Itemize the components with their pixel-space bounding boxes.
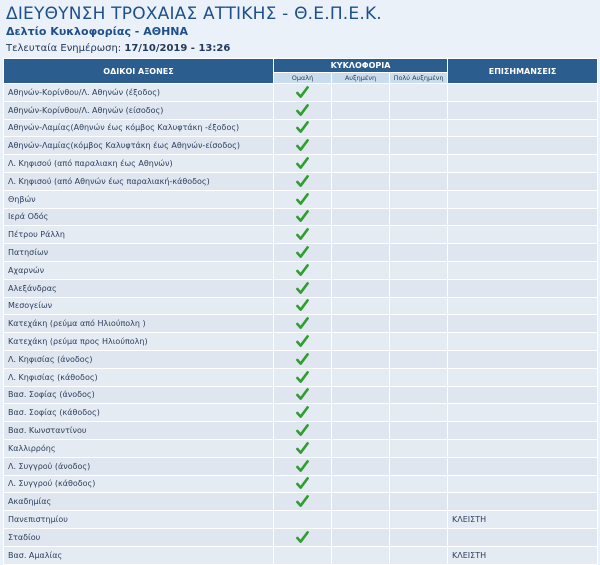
check-icon xyxy=(296,121,309,134)
table-row xyxy=(4,350,598,368)
status-normal-cell xyxy=(274,333,332,351)
status-very-increased-cell xyxy=(390,511,448,529)
status-increased-cell xyxy=(332,475,390,493)
note-cell xyxy=(448,368,598,386)
status-normal-cell xyxy=(274,172,332,190)
status-normal-cell xyxy=(274,422,332,440)
note-cell xyxy=(448,457,598,475)
status-increased-cell xyxy=(332,137,390,155)
status-very-increased-cell xyxy=(390,137,448,155)
check-icon xyxy=(296,246,309,259)
status-normal-cell xyxy=(274,493,332,511)
road-name: Κατεχάκη (ρεύμα προς Ηλιούπολη) xyxy=(4,333,274,351)
road-name: Αχαρνών xyxy=(4,261,274,279)
page-subtitle: Δελτίο Κυκλοφορίας - ΑΘΗΝΑ xyxy=(6,25,188,38)
note-cell xyxy=(448,208,598,226)
check-icon xyxy=(296,157,309,170)
status-increased-cell xyxy=(332,119,390,137)
status-very-increased-cell xyxy=(390,279,448,297)
status-increased-cell xyxy=(332,493,390,511)
traffic-table xyxy=(3,58,598,565)
status-very-increased-cell xyxy=(390,315,448,333)
check-icon xyxy=(296,353,309,366)
status-very-increased-cell xyxy=(390,297,448,315)
check-icon xyxy=(296,210,309,223)
header-roads: ΟΔΙΚΟΙ ΑΞΟΝΕΣ xyxy=(4,59,274,84)
table-row xyxy=(4,101,598,119)
status-increased-cell xyxy=(332,404,390,422)
table-row xyxy=(4,137,598,155)
status-increased-cell xyxy=(332,101,390,119)
check-icon xyxy=(296,477,309,490)
road-name: Ιερά Οδός xyxy=(4,208,274,226)
table-row xyxy=(4,475,598,493)
status-normal-cell xyxy=(274,190,332,208)
status-increased-cell xyxy=(332,279,390,297)
check-icon xyxy=(296,228,309,241)
status-very-increased-cell xyxy=(390,475,448,493)
status-very-increased-cell xyxy=(390,457,448,475)
status-very-increased-cell xyxy=(390,350,448,368)
check-icon xyxy=(296,371,309,384)
status-normal-cell xyxy=(274,137,332,155)
status-normal-cell xyxy=(274,511,332,529)
road-name: Αθηνών-Κορίνθου/Λ. Αθηνών (είσοδος) xyxy=(4,101,274,119)
status-very-increased-cell xyxy=(390,333,448,351)
last-updated-label: Τελευταία Ενημέρωση: xyxy=(6,43,122,54)
status-normal-cell xyxy=(274,457,332,475)
status-very-increased-cell xyxy=(390,208,448,226)
status-increased-cell xyxy=(332,439,390,457)
check-icon xyxy=(296,406,309,419)
header-normal: Ομαλή xyxy=(274,72,332,83)
table-row xyxy=(4,439,598,457)
status-very-increased-cell xyxy=(390,546,448,564)
status-increased-cell xyxy=(332,457,390,475)
table-row xyxy=(4,546,598,564)
status-normal-cell xyxy=(274,350,332,368)
check-icon xyxy=(296,460,309,473)
note-cell xyxy=(448,190,598,208)
note-cell xyxy=(448,386,598,404)
last-updated xyxy=(6,43,230,54)
check-icon xyxy=(296,424,309,437)
status-increased-cell xyxy=(332,511,390,529)
status-very-increased-cell xyxy=(390,119,448,137)
table-row xyxy=(4,333,598,351)
check-icon xyxy=(296,264,309,277)
status-normal-cell xyxy=(274,315,332,333)
note-cell: ΚΛΕΙΣΤΗ xyxy=(448,546,598,564)
status-normal-cell xyxy=(274,101,332,119)
status-increased-cell xyxy=(332,208,390,226)
note-cell xyxy=(448,84,598,102)
status-increased-cell xyxy=(332,155,390,173)
status-very-increased-cell xyxy=(390,190,448,208)
check-icon xyxy=(296,317,309,330)
note-cell xyxy=(448,297,598,315)
check-icon xyxy=(296,495,309,508)
check-icon xyxy=(296,282,309,295)
check-icon xyxy=(296,442,309,455)
status-normal-cell xyxy=(274,404,332,422)
table-row xyxy=(4,315,598,333)
status-increased-cell xyxy=(332,84,390,102)
table-row xyxy=(4,528,598,546)
road-name: Πατησίων xyxy=(4,244,274,262)
note-cell xyxy=(448,155,598,173)
status-increased-cell xyxy=(332,261,390,279)
road-name: Λ. Συγγρού (άνοδος) xyxy=(4,457,274,475)
note-cell xyxy=(448,475,598,493)
status-increased-cell xyxy=(332,315,390,333)
table-row xyxy=(4,261,598,279)
road-name: Πέτρου Ράλλη xyxy=(4,226,274,244)
page-title: ΔΙΕΥΘΥΝΣΗ ΤΡΟΧΑΙΑΣ ΑΤΤΙΚΗΣ - Θ.Ε.Π.Ε.Κ. xyxy=(6,4,382,24)
check-icon xyxy=(296,104,309,117)
status-normal-cell xyxy=(274,368,332,386)
status-normal-cell xyxy=(274,208,332,226)
note-cell xyxy=(448,226,598,244)
road-name: Ακαδημίας xyxy=(4,493,274,511)
road-name: Αθηνών-Λαμίας(Αθηνών έως κόμβος Καλυφτάκη -έξοδος) xyxy=(4,119,274,137)
header-traffic: ΚΥΚΛΟΦΟΡΙΑ xyxy=(274,59,448,73)
status-very-increased-cell xyxy=(390,155,448,173)
status-very-increased-cell xyxy=(390,404,448,422)
status-very-increased-cell xyxy=(390,84,448,102)
status-very-increased-cell xyxy=(390,422,448,440)
note-cell xyxy=(448,404,598,422)
note-cell xyxy=(448,119,598,137)
road-name: Μεσογείων xyxy=(4,297,274,315)
status-normal-cell xyxy=(274,261,332,279)
check-icon xyxy=(296,335,309,348)
road-name: Σταδίου xyxy=(4,528,274,546)
last-updated-value: 17/10/2019 - 13:26 xyxy=(124,43,231,54)
check-icon xyxy=(296,139,309,152)
header-notes: ΕΠΙΣΗΜΑΝΣΕΙΣ xyxy=(448,59,598,84)
note-cell xyxy=(448,261,598,279)
note-cell xyxy=(448,493,598,511)
status-very-increased-cell xyxy=(390,493,448,511)
road-name: Λ. Συγγρού (κάθοδος) xyxy=(4,475,274,493)
table-row xyxy=(4,84,598,102)
status-very-increased-cell xyxy=(390,101,448,119)
note-cell xyxy=(448,439,598,457)
status-increased-cell xyxy=(332,386,390,404)
check-icon xyxy=(296,299,309,312)
table-row xyxy=(4,386,598,404)
status-normal-cell xyxy=(274,155,332,173)
table-row xyxy=(4,208,598,226)
status-normal-cell xyxy=(274,226,332,244)
status-very-increased-cell xyxy=(390,386,448,404)
table-row xyxy=(4,297,598,315)
note-cell xyxy=(448,172,598,190)
status-normal-cell xyxy=(274,528,332,546)
status-increased-cell xyxy=(332,422,390,440)
check-icon xyxy=(296,531,309,544)
check-icon xyxy=(296,175,309,188)
status-increased-cell xyxy=(332,172,390,190)
road-name: Βασ. Σοφίας (κάθοδος) xyxy=(4,404,274,422)
status-normal-cell xyxy=(274,439,332,457)
status-normal-cell xyxy=(274,244,332,262)
road-name: Βασ. Αμαλίας xyxy=(4,546,274,564)
road-name: Βασ. Κωνσταντίνου xyxy=(4,422,274,440)
status-normal-cell xyxy=(274,84,332,102)
note-cell xyxy=(448,350,598,368)
status-normal-cell xyxy=(274,119,332,137)
header-increased: Αυξημένη xyxy=(332,72,390,83)
table-row xyxy=(4,511,598,529)
road-name: Λ. Κηφισού (από Αθηνών έως παραλιακή-κάθοδος) xyxy=(4,172,274,190)
status-very-increased-cell xyxy=(390,226,448,244)
road-name: Λ. Κηφισίας (κάθοδος) xyxy=(4,368,274,386)
table-row xyxy=(4,119,598,137)
table-row xyxy=(4,493,598,511)
table-row xyxy=(4,368,598,386)
table-row xyxy=(4,226,598,244)
note-cell xyxy=(448,279,598,297)
status-increased-cell xyxy=(332,297,390,315)
status-very-increased-cell xyxy=(390,528,448,546)
road-name: Κατεχάκη (ρεύμα από Ηλιούπολη ) xyxy=(4,315,274,333)
road-name: Θηβών xyxy=(4,190,274,208)
road-name: Λ. Κηφισίας (άνοδος) xyxy=(4,350,274,368)
status-increased-cell xyxy=(332,333,390,351)
status-increased-cell xyxy=(332,350,390,368)
road-name: Αθηνών-Λαμίας(κόμβος Καλυφτάκη έως Αθηνών-είσοδος) xyxy=(4,137,274,155)
status-very-increased-cell xyxy=(390,261,448,279)
status-normal-cell xyxy=(274,386,332,404)
road-name: Αλεξάνδρας xyxy=(4,279,274,297)
road-name: Αθηνών-Κορίνθου/Λ. Αθηνών (έξοδος) xyxy=(4,84,274,102)
status-very-increased-cell xyxy=(390,172,448,190)
note-cell xyxy=(448,315,598,333)
status-increased-cell xyxy=(332,244,390,262)
status-increased-cell xyxy=(332,190,390,208)
status-very-increased-cell xyxy=(390,368,448,386)
table-row xyxy=(4,244,598,262)
status-normal-cell xyxy=(274,279,332,297)
check-icon xyxy=(296,193,309,206)
note-cell xyxy=(448,333,598,351)
note-cell xyxy=(448,244,598,262)
status-very-increased-cell xyxy=(390,244,448,262)
table-row xyxy=(4,422,598,440)
road-name: Βασ. Σοφίας (άνοδος) xyxy=(4,386,274,404)
check-icon xyxy=(296,86,309,99)
road-name: Καλλιρρόης xyxy=(4,439,274,457)
road-name: Πανεπιστημίου xyxy=(4,511,274,529)
status-increased-cell xyxy=(332,528,390,546)
status-normal-cell xyxy=(274,297,332,315)
status-increased-cell xyxy=(332,368,390,386)
road-name: Λ. Κηφισού (από παραλιακη έως Αθηνών) xyxy=(4,155,274,173)
table-row xyxy=(4,190,598,208)
header-very-increased: Πολύ Αυξημένη xyxy=(390,72,448,83)
note-cell xyxy=(448,101,598,119)
table-row xyxy=(4,279,598,297)
table-row xyxy=(4,155,598,173)
status-normal-cell xyxy=(274,475,332,493)
status-normal-cell xyxy=(274,546,332,564)
table-row xyxy=(4,404,598,422)
check-icon xyxy=(296,388,309,401)
table-row xyxy=(4,172,598,190)
table-row xyxy=(4,457,598,475)
note-cell xyxy=(448,422,598,440)
note-cell: ΚΛΕΙΣΤΗ xyxy=(448,511,598,529)
status-increased-cell xyxy=(332,546,390,564)
status-very-increased-cell xyxy=(390,439,448,457)
note-cell xyxy=(448,528,598,546)
status-increased-cell xyxy=(332,226,390,244)
note-cell xyxy=(448,137,598,155)
